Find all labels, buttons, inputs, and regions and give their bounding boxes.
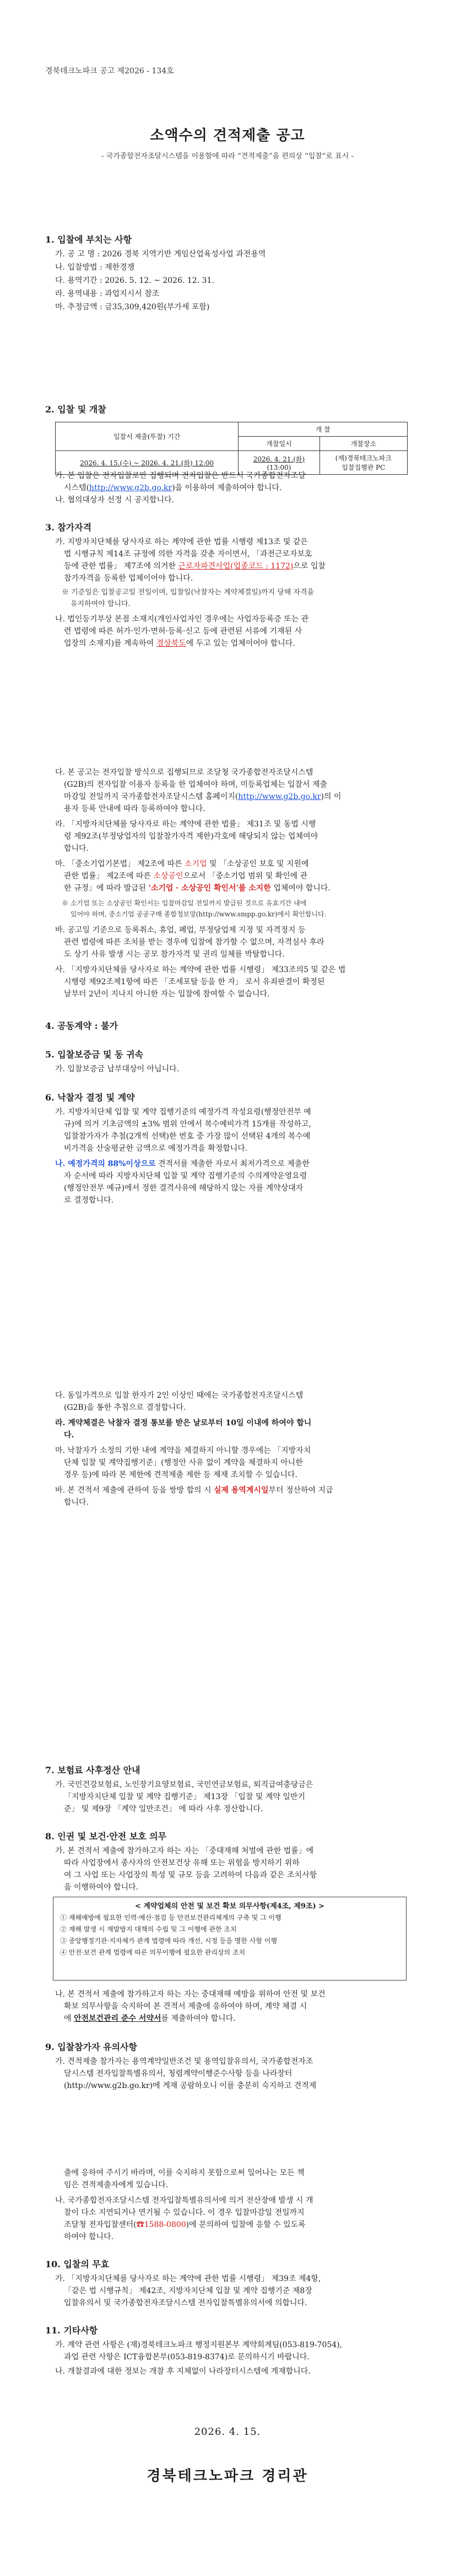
section-9-a-line-3: (http://www.g2b.go.kr)에 게재 공람하오니 이를 충분히 숙지하고 견적제 bbox=[64, 2081, 317, 2090]
text-fragment: 업장의 소재지)를 계속하여 bbox=[64, 639, 154, 648]
page-title: 소액수의 견적제출 공고 bbox=[150, 127, 305, 144]
section-3-d-line-2: 령 제92조(부정당업자의 입찰참가자격 제한)각호에 해당되지 않는 업체여야 bbox=[64, 832, 318, 841]
safety-box-row-2: ② 재해 발생 시 재발방지 대책의 수립 및 그 이행에 관한 조치 bbox=[60, 1925, 237, 1933]
section-9-a-line-5: 임은 견적제출자에게 있습니다. bbox=[64, 2181, 169, 2189]
section-11-b: 나. 개찰결과에 대한 정보는 개찰 후 지체없이 나라장터시스템에 게재합니다. bbox=[55, 2367, 311, 2376]
section-9-heading: 9. 입찰참가자 유의사항 bbox=[45, 2042, 137, 2052]
section-11-heading: 11. 기타사항 bbox=[45, 2325, 98, 2336]
text-fragment: )을 이용하여 제출하여야 합니다. bbox=[172, 484, 282, 492]
text-fragment: 를 제출하여야 합니다. bbox=[161, 2014, 236, 2023]
table-header-period: 입찰서 제출(투찰) 기간 bbox=[56, 422, 239, 451]
section-6-b-line-1 bbox=[55, 1158, 310, 1170]
small-business-highlight: 소기업 bbox=[184, 860, 207, 868]
text-fragment: 한 규정」에 따라 발급된 bbox=[64, 884, 149, 893]
section-8-a-line-2: 따라 사업장에서 종사자의 안전보건상 유해 또는 위험을 방지하기 위하 bbox=[64, 1859, 300, 1867]
section-2-heading: 2. 입찰 및 개찰 bbox=[45, 404, 106, 415]
section-4-heading: 4. 공동계약 : 불가 bbox=[45, 1021, 118, 1031]
section-1-item-b: 나. 입찰방법 : 제한경쟁 bbox=[55, 263, 135, 272]
section-3-c-line-3 bbox=[64, 791, 341, 803]
safety-obligation-box bbox=[53, 1897, 407, 1981]
safety-box-title: < 계약업체의 안전 및 보건 확보 의무사항(제4조, 제9조) > bbox=[134, 1902, 325, 1910]
section-3-e-line-3 bbox=[64, 882, 331, 894]
section-3-c-line-1: 다. 본 공고는 전자입찰 방식으로 집행되므로 조달청 국가종합전자조달시스템 bbox=[55, 768, 313, 777]
section-9-a-line-4: 출에 응하여 주시기 바라며, 이를 숙지하지 못함으로써 일어나는 모든 책 bbox=[64, 2169, 305, 2177]
page-subtitle: - 국가종합전자조달시스템을 이용함에 따라 “견적제출”을 편의상 “입찰”로 표시 - bbox=[101, 152, 354, 160]
section-8-a-line-4: 을 이행하여야 합니다. bbox=[64, 1883, 139, 1892]
text-fragment: 으로 입찰 bbox=[293, 562, 326, 571]
text-fragment: 마. 「중소기업기본법」 제2조에 따른 bbox=[55, 860, 182, 868]
section-3-e-note-2: 있어야 하며, 중소기업 공공구매 종합정보망(http://www.smpp.go.kr)에서 확인합니다. bbox=[71, 910, 327, 918]
section-1-item-d: 라. 용역내용 : 과업지시서 참조 bbox=[55, 289, 160, 298]
section-1-item-e: 마. 추정금액 : 금35,309,420원(부가세 포함) bbox=[55, 303, 210, 312]
section-6-c-line-1: 다. 동일가격으로 입찰 한자가 2인 이상인 때에는 국가종합전자조달시스템 bbox=[55, 1391, 304, 1400]
section-10-heading: 10. 입찰의 무효 bbox=[45, 2259, 110, 2269]
section-3-f-line-2: 관련 법령에 따른 조치를 받는 경우에 입찰에 참가할 수 없으며, 자격심사 후라 bbox=[64, 938, 324, 947]
region-highlight: 경상북도 bbox=[156, 639, 186, 648]
section-3-a-line-3 bbox=[64, 560, 326, 572]
text-fragment: )의 이 bbox=[321, 792, 342, 801]
micro-business-highlight: 소상공인 bbox=[153, 872, 183, 881]
section-8-b-line-1: 나. 본 견적서 제출에 참가하고자 하는 자는 중대재해 예방을 위하여 안전 및 보건 bbox=[55, 1990, 326, 1999]
text-fragment: 조달청 전자입찰센터( bbox=[64, 2220, 137, 2229]
section-6-b-line-3: (행정안전부 예규)에서 정한 결격사유에 해당하지 않는 자를 계약상대자 bbox=[64, 1184, 304, 1193]
section-3-e-line-2 bbox=[64, 870, 307, 882]
text-fragment: 및 「소상공인 보호 및 지원에 bbox=[207, 860, 309, 868]
section-3-a-line-4: 참가자격을 등록한 업체이어야 합니다. bbox=[64, 574, 193, 583]
safety-box-row-4: ④ 안전·보건 관계 법령에 따른 의무이행에 필요한 관리상의 조치 bbox=[60, 1949, 246, 1956]
section-10-a-line-2: 「같은 법 시행규칙」 제42조, 지방자치단체 입찰 및 계약 집행기준 제8장 bbox=[64, 2287, 312, 2295]
open-time: (13:00) bbox=[267, 463, 291, 471]
table-header-open-place: 개찰장소 bbox=[319, 437, 407, 451]
section-5-heading: 5. 입찰보증금 및 동 귀속 bbox=[45, 1049, 144, 1060]
open-date: 2026. 4. 21.(화) bbox=[253, 455, 305, 463]
section-2-item-a-line-2 bbox=[64, 482, 281, 494]
section-6-f-line-2: 합니다. bbox=[64, 1498, 89, 1507]
section-7-a-line-3: 준」 및 제9장 「계약 일반조건」 에 따라 사후 정산합니다. bbox=[64, 1805, 263, 1813]
issuer-name: 경북테크노파크 경리관 bbox=[147, 2468, 308, 2484]
text-fragment: 마감일 전일까지 국가종합전자조달시스템 홈페이지( bbox=[64, 792, 239, 801]
section-3-b-line-2: 련 법령에 따른 허가·인가·면허·등록·신고 등에 관련된 서류에 기재된 사 bbox=[64, 627, 302, 636]
section-6-d-line-2: 다. bbox=[64, 1431, 74, 1440]
section-9-b-line-2: 찰이 다소 지연되거나 연기될 수 있습니다. 이 경우 입찰마감일 전일까지 bbox=[64, 2208, 305, 2217]
section-11-a-line-1: 가. 계약 관련 사항은 (재)경북테크노파크 행정지원본부 계약회계팀(053-819-7054), bbox=[55, 2341, 343, 2349]
section-6-e-line-2: 단체 입찰 및 계약집행기준」(행정안 사유 없이 계약을 체결하지 아니한 bbox=[64, 1458, 303, 1467]
section-3-e-note-1: ※ 소기업 또는 소상공인 확인서는 입찰마감일 전일까지 발급된 것으로 유효기간 내에 bbox=[62, 899, 307, 907]
text-fragment: )에 문의하여 입찰에 응할 수 있도록 bbox=[186, 2220, 306, 2229]
bid-period-cell: 2026. 4. 15.(수) ~ 2026. 4. 21.(화) 12:00 bbox=[56, 451, 239, 475]
section-3-e-line-1 bbox=[55, 858, 309, 870]
section-3-b-line-1: 나. 법인등기부상 본점 소재지(개인사업자인 경우에는 사업자등록증 또는 관 bbox=[55, 615, 309, 624]
open-place-line-1: (재)경북테크노파크 bbox=[335, 454, 392, 462]
section-9-b-line-1: 나. 국가종합전자조달시스템 전자입찰특별유의서에 의거 전산장애 발생 시 개 bbox=[55, 2196, 313, 2205]
section-6-c-line-2: (G2B)을 통한 추첨으로 결정합니다. bbox=[64, 1403, 186, 1412]
text-fragment: 에 두고 있는 업체이어야 합니다. bbox=[186, 639, 295, 648]
section-1-item-a: 가. 공 고 명 : 2026 경북 지역기반 게임산업육성사업 과전용역 bbox=[55, 250, 266, 259]
section-10-a-line-1: 가. 「지방자치단체를 당사자로 하는 계약에 관한 법률 시행령」 제39조 제4항, bbox=[55, 2274, 321, 2283]
open-place-line-2: 입찰집행관 PC bbox=[342, 464, 386, 471]
section-3-d-line-3: 합니다. bbox=[64, 844, 89, 853]
section-3-a-note-2: 유지하여야 합니다. bbox=[71, 600, 131, 608]
document-number: 경북테크노파크 공고 제2026 - 134호 bbox=[45, 67, 174, 76]
section-3-b-line-3 bbox=[64, 637, 295, 650]
safety-pledge-highlight: 안전보건관리 준수 서약서 bbox=[73, 2014, 161, 2023]
section-7-a-line-1: 가. 국민건강보험료, 노인장기요양보험료, 국민연금보험료, 퇴직급여충당금은 bbox=[55, 1780, 313, 1789]
section-8-a-line-3: 여 그 사업 또는 사업장의 특성 및 규모 등을 고려하여 다음과 같은 조치사항 bbox=[64, 1871, 317, 1880]
section-5-item-a: 가. 입찰보증금 납부대상이 아닙니다. bbox=[55, 1065, 180, 1074]
section-7-heading: 7. 보험료 사후정산 안내 bbox=[45, 1765, 140, 1775]
business-code-highlight: 근로자파견사업(업종코드 : 1172) bbox=[178, 562, 294, 571]
section-3-g-line-3: 날부터 2년이 지나지 아니한 자는 입찰에 참여할 수 없습니다. bbox=[64, 990, 270, 999]
section-3-d-line-1: 라. 「지방자치단체를 당사자로 하는 계약에 관한 법률」 제31조 및 동법 시행 bbox=[55, 820, 316, 829]
section-3-a-note-1: ※ 기준일은 입찰공고일 전일이며, 입찰일(낙찰자는 계약체결일)까지 당해 자격을 bbox=[62, 588, 315, 597]
text-fragment: 바. 본 견적서 제출에 관하여 등을 쌍방 합의 시 bbox=[55, 1486, 212, 1495]
section-6-b-line-4: 로 결정합니다. bbox=[64, 1196, 114, 1205]
section-6-a-line-3: 입찰참가자가 추첨(2개씩 선택)한 번호 중 가장 많이 선택된 4개의 복수예 bbox=[64, 1132, 311, 1141]
open-place-cell bbox=[319, 451, 407, 475]
section-6-heading: 6. 낙찰자 결정 및 계약 bbox=[45, 1092, 135, 1103]
schedule-table bbox=[55, 422, 408, 475]
section-8-heading: 8. 인권 및 보건·안전 보호 의무 bbox=[45, 1831, 167, 1842]
text-fragment: 에 bbox=[64, 2014, 74, 2023]
section-6-a-line-4: 비가격을 산술평균한 금액으로 예정가격을 확정합니다. bbox=[64, 1144, 248, 1153]
section-8-b-line-3 bbox=[64, 2012, 236, 2025]
start-date-highlight: 실제 용역계시일 bbox=[213, 1486, 269, 1495]
table-header-opening: 개 찰 bbox=[239, 422, 408, 437]
section-3-c-line-2: (G2B)의 전자입찰 이용자 등록을 한 업체여야 하며, 미등록업체는 입찰서 제출 bbox=[64, 780, 327, 789]
section-3-a-line-2: 법 시행규칙 제14조 규정에 의한 자격을 갖춘 자이면서, 「과전근로자보호 bbox=[64, 550, 312, 559]
text-fragment: 시스템( bbox=[64, 484, 90, 492]
text-fragment: 업체여야 합니다. bbox=[270, 884, 331, 893]
safety-box-row-1: ① 재해예방에 필요한 인력·예산·점검 등 안전보건관리체계의 구축 및 그 이행 bbox=[60, 1914, 281, 1922]
certificate-highlight: '소기업 · 소상공인 확인서'를 소지한 bbox=[148, 884, 271, 893]
section-3-c-line-4: 용자 등록 안내에 따라 등록하여야 합니다. bbox=[64, 804, 205, 813]
helpdesk-phone: ☎1588-0800 bbox=[136, 2220, 186, 2229]
section-9-a-line-2: 달시스템 전자입찰특별유의서, 청렴계약이행준수사항 등을 나라장터 bbox=[64, 2069, 292, 2078]
section-6-a-line-2: 규)에 의거 기초금액의 ±3% 범위 안에서 복수예비가격 15개를 작성하고, bbox=[64, 1120, 311, 1129]
section-1-heading: 1. 입찰에 부치는 사항 bbox=[45, 234, 132, 245]
section-3-a-line-1: 가. 지방자치단체를 당사자로 하는 계약에 관한 법률 시행령 제13조 및 같은 bbox=[55, 538, 308, 546]
g2b-link[interactable]: http://www.g2b.go.kr bbox=[89, 484, 172, 492]
section-9-b-line-3 bbox=[64, 2219, 306, 2231]
g2b-homepage-link[interactable]: http://www.g2b.go.kr bbox=[238, 792, 321, 801]
section-3-g-line-2: 시행령 제92조제1항에 따른 「조세포탈 등을 한 자」 로서 유죄판결이 확정된 bbox=[64, 978, 325, 986]
estimate-threshold-highlight: 나. 예정가격의 88%이상으로 bbox=[55, 1160, 156, 1168]
notice-date: 2026. 4. 15. bbox=[194, 2426, 261, 2438]
section-3-heading: 3. 참가자격 bbox=[45, 522, 92, 533]
section-6-e-line-3: 경우 등)에 따라 본 제한에 견적제출 제한 등 제재 조치할 수 있습니다. bbox=[64, 1471, 298, 1479]
text-fragment: 견적서를 제출한 자로서 최저가격으로 제출한 bbox=[155, 1160, 310, 1168]
section-6-d-line-1: 라. 계약체결은 낙찰자 결정 통보를 받은 날로부터 10일 이내에 하여야 합니 bbox=[55, 1419, 312, 1427]
text-fragment: 등에 관한 법률」 제7조에 의거한 bbox=[64, 562, 176, 571]
section-8-a-line-1: 가. 본 견적서 제출에 참가하고자 하는 자는 「중대재해 처벌에 관한 법률」에 bbox=[55, 1847, 314, 1855]
section-11-a-line-2: 과업 관련 사항은 ICT융합본부(053-819-8374)로 문의하시기 바랍니다. bbox=[64, 2353, 310, 2362]
section-6-f-line-1 bbox=[55, 1484, 333, 1496]
section-7-a-line-2: 「지방자치단체 입찰 및 계약 집행기준」 제13장 「입찰 및 계약 일반기 bbox=[64, 1793, 305, 1801]
section-3-g-line-1: 사. 「지방자치단체를 당사자로 하는 계약에 관한 법률 시행령」 제33조의5 및 같은 법 bbox=[55, 965, 346, 974]
safety-box-row-3: ③ 중앙행정기관·지자체가 관계 법령에 따라 개선, 시정 등을 명한 사항 이행 bbox=[60, 1937, 277, 1945]
section-3-f-line-1: 바. 공고일 기준으로 등록취소, 휴업, 폐업, 부정당업제 지정 및 자격정지 등 bbox=[55, 926, 306, 935]
text-fragment: 으로서 「중소기업 범위 및 확인에 관 bbox=[183, 872, 308, 881]
table-header-open-date: 개찰일시 bbox=[239, 437, 319, 451]
section-6-b-line-2: 자 순서에 따라 지방자치단체 입찰 및 계약 집행기준의 수의계약운영요령 bbox=[64, 1172, 307, 1180]
section-10-a-line-3: 입찰유의서 및 국가종합전자조달시스템 전자입찰특별유의서에 의합니다. bbox=[64, 2299, 307, 2307]
section-1-item-c: 다. 용역기간 : 2026. 5. 12. ~ 2026. 12. 31. bbox=[55, 276, 214, 285]
section-8-b-line-2: 확보 의무사항을 숙지하여 본 견적서 제출에 응하여야 하며, 계약 체결 시 bbox=[64, 2002, 307, 2011]
section-2-item-a-line-1: 가. 본 입찰은 전자입찰로만 집행되며 전자입찰은 반드시 국가종합전자조달 bbox=[55, 471, 306, 480]
text-fragment: 부터 정산하여 지급 bbox=[268, 1486, 333, 1495]
text-fragment: 관한 법률」 제2조에 따른 bbox=[64, 872, 151, 881]
section-3-f-line-3: 도 상기 사유 발생 시는 공모 참가자격 및 권리 일체를 박탈합니다. bbox=[64, 950, 285, 959]
section-2-item-b: 나. 협의대상자 선정 시 공지합니다. bbox=[55, 496, 175, 505]
section-9-a-line-1: 가. 견적제출 참가자는 용역계약일반조건 및 용역입찰유의서, 국가종합전자조 bbox=[55, 2057, 313, 2066]
section-6-a-line-1: 가. 지방자치단체 입찰 및 계약 집행기준의 예정가격 작성요령(행정안전부 예 bbox=[55, 1108, 311, 1117]
section-6-e-line-1: 마. 낙찰자가 소정의 기한 내에 계약을 체결하지 아니할 경우에는 「지방자치 bbox=[55, 1446, 311, 1455]
section-9-b-line-4: 하여야 합니다. bbox=[64, 2232, 114, 2241]
